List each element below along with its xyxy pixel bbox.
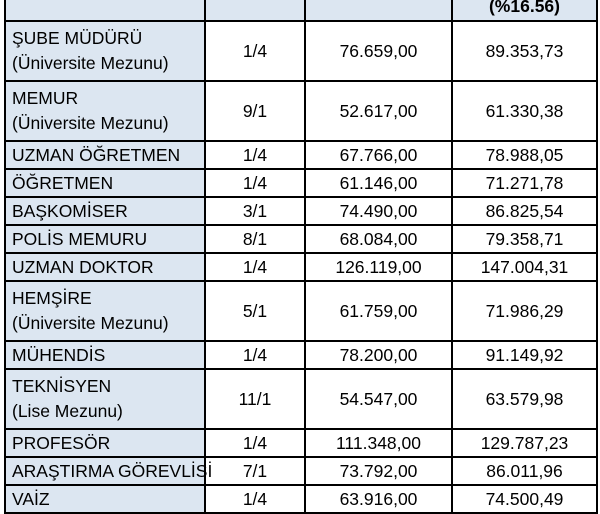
job-subtitle: (Üniversite Mezunu) — [12, 113, 169, 133]
table-row — [5, 197, 597, 225]
new-salary-cell: 86.825,54 — [452, 197, 597, 225]
old-salary-cell: 61.759,00 — [305, 281, 452, 341]
header-row — [5, 0, 597, 21]
job-subtitle: (Lise Mezunu) — [12, 401, 123, 421]
old-salary-cell: 61.146,00 — [305, 169, 452, 197]
header-new-salary: (%16.56) — [452, 0, 597, 21]
job-title-cell: VAİZ — [5, 485, 205, 513]
salary-table — [4, 0, 598, 514]
job-title-cell — [5, 369, 205, 429]
old-salary-cell: 126.119,00 — [305, 253, 452, 281]
old-salary-cell: 67.766,00 — [305, 141, 452, 169]
job-subtitle: (Üniversite Mezunu) — [12, 313, 169, 333]
old-salary-cell: 78.200,00 — [305, 341, 452, 369]
grade-cell: 7/1 — [205, 457, 305, 485]
grade-cell: 3/1 — [205, 197, 305, 225]
grade-cell: 11/1 — [205, 369, 305, 429]
old-salary-cell: 54.547,00 — [305, 369, 452, 429]
old-salary-cell: 74.490,00 — [305, 197, 452, 225]
table-row — [5, 429, 597, 457]
job-title: HEMŞİRE — [12, 288, 92, 308]
grade-cell: 5/1 — [205, 281, 305, 341]
grade-cell: 1/4 — [205, 141, 305, 169]
old-salary-cell: 52.617,00 — [305, 81, 452, 141]
grade-cell: 1/4 — [205, 21, 305, 81]
new-salary-cell: 147.004,31 — [452, 253, 597, 281]
old-salary-cell: 73.792,00 — [305, 457, 452, 485]
job-title-cell: BAŞKOMİSER — [5, 197, 205, 225]
table-row — [5, 253, 597, 281]
job-title-cell — [5, 81, 205, 141]
job-title-cell — [5, 21, 205, 81]
table-row — [5, 81, 597, 141]
job-title-cell: PROFESÖR — [5, 429, 205, 457]
grade-cell: 1/4 — [205, 169, 305, 197]
table-row — [5, 21, 597, 81]
job-title: ŞUBE MÜDÜRÜ — [12, 28, 143, 48]
grade-cell: 1/4 — [205, 485, 305, 513]
old-salary-cell: 111.348,00 — [305, 429, 452, 457]
new-salary-cell: 129.787,23 — [452, 429, 597, 457]
job-title-cell: UZMAN ÖĞRETMEN — [5, 141, 205, 169]
job-title-cell: POLİS MEMURU — [5, 225, 205, 253]
table-row — [5, 281, 597, 341]
grade-cell: 8/1 — [205, 225, 305, 253]
job-subtitle: (Üniversite Mezunu) — [12, 53, 169, 73]
new-salary-cell: 78.988,05 — [452, 141, 597, 169]
job-title-cell: ARAŞTIRMA GÖREVLİSİ — [5, 457, 205, 485]
job-title-cell: UZMAN DOKTOR — [5, 253, 205, 281]
grade-cell: 1/4 — [205, 429, 305, 457]
table-row — [5, 485, 597, 513]
table-row — [5, 341, 597, 369]
table-row — [5, 141, 597, 169]
header-title — [5, 0, 205, 21]
new-salary-cell: 61.330,38 — [452, 81, 597, 141]
old-salary-cell: 68.084,00 — [305, 225, 452, 253]
new-salary-cell: 91.149,92 — [452, 341, 597, 369]
old-salary-cell: 76.659,00 — [305, 21, 452, 81]
job-title: MEMUR — [12, 88, 79, 108]
grade-cell: 1/4 — [205, 253, 305, 281]
table-row — [5, 457, 597, 485]
table-row — [5, 225, 597, 253]
grade-cell: 1/4 — [205, 341, 305, 369]
table-body — [5, 21, 597, 513]
old-salary-cell: 63.916,00 — [305, 485, 452, 513]
job-title: TEKNİSYEN — [12, 376, 112, 396]
job-title-cell — [5, 281, 205, 341]
new-salary-cell: 63.579,98 — [452, 369, 597, 429]
new-salary-cell: 74.500,49 — [452, 485, 597, 513]
table-row — [5, 169, 597, 197]
table-row — [5, 369, 597, 429]
header-old-salary — [305, 0, 452, 21]
new-salary-cell: 86.011,96 — [452, 457, 597, 485]
new-salary-cell: 71.271,78 — [452, 169, 597, 197]
grade-cell: 9/1 — [205, 81, 305, 141]
job-title-cell: MÜHENDİS — [5, 341, 205, 369]
new-salary-cell: 71.986,29 — [452, 281, 597, 341]
header-grade — [205, 0, 305, 21]
job-title-cell: ÖĞRETMEN — [5, 169, 205, 197]
new-salary-cell: 89.353,73 — [452, 21, 597, 81]
new-salary-cell: 79.358,71 — [452, 225, 597, 253]
